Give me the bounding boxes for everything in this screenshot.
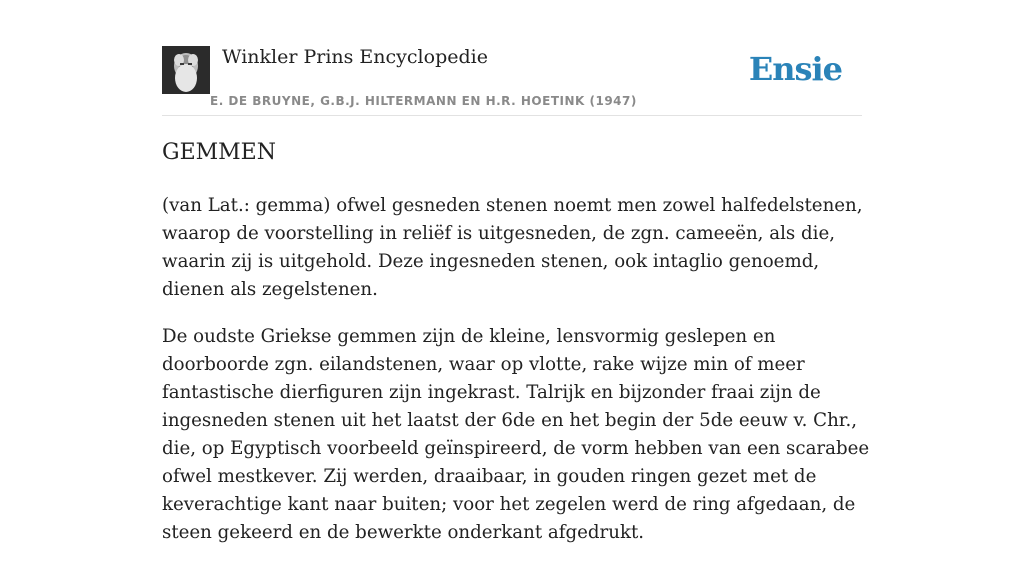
entry-paragraph: (van Lat.: gemma) ofwel gesneden stenen noemt men zowel halfedelstenen, waarop de voorstelling in reliëf is uitgesneden, de zgn. cameeën, als die, waarin zij is uitgehold. Deze ingesneden stenen, ook intaglio genoemd, dienen als zegelstenen. (162, 195, 863, 300)
source-authors: E. DE BRUYNE, G.B.J. HILTERMANN EN H.R. HOETINK (1947) (210, 94, 637, 108)
entry-paragraph: De oudste Griekse gemmen zijn de kleine, lensvormig geslepen en doorboorde zgn. eilandstenen, waar op vlotte, rake wijze min of meer fantastische dierfiguren zijn ingekrast. Talrijk en bijzonder fraai zijn de ingesneden stenen uit het laatst der 6de en het begin der 5de eeuw v. Chr., die, op Egyptisch voorbeeld geïnspireerd, de vorm hebben van een scarabee ofwel mestkever. Zij werden, draaibaar, in gouden ringen gezet met de keverachtige kant naar buiten; voor het zegelen werd de ring afgedaan, de steen gekeerd en de bewerkte onderkant afgedrukt. (162, 326, 870, 543)
source-title[interactable]: Winkler Prins Encyclopedie (222, 46, 488, 68)
source-header (162, 44, 862, 116)
entry-body (162, 192, 872, 566)
entry-title: GEMMEN (162, 140, 276, 165)
bearded-man-portrait-icon (162, 46, 210, 94)
ensie-logo[interactable]: Ensie (748, 50, 842, 88)
author-avatar-icon (162, 46, 210, 94)
